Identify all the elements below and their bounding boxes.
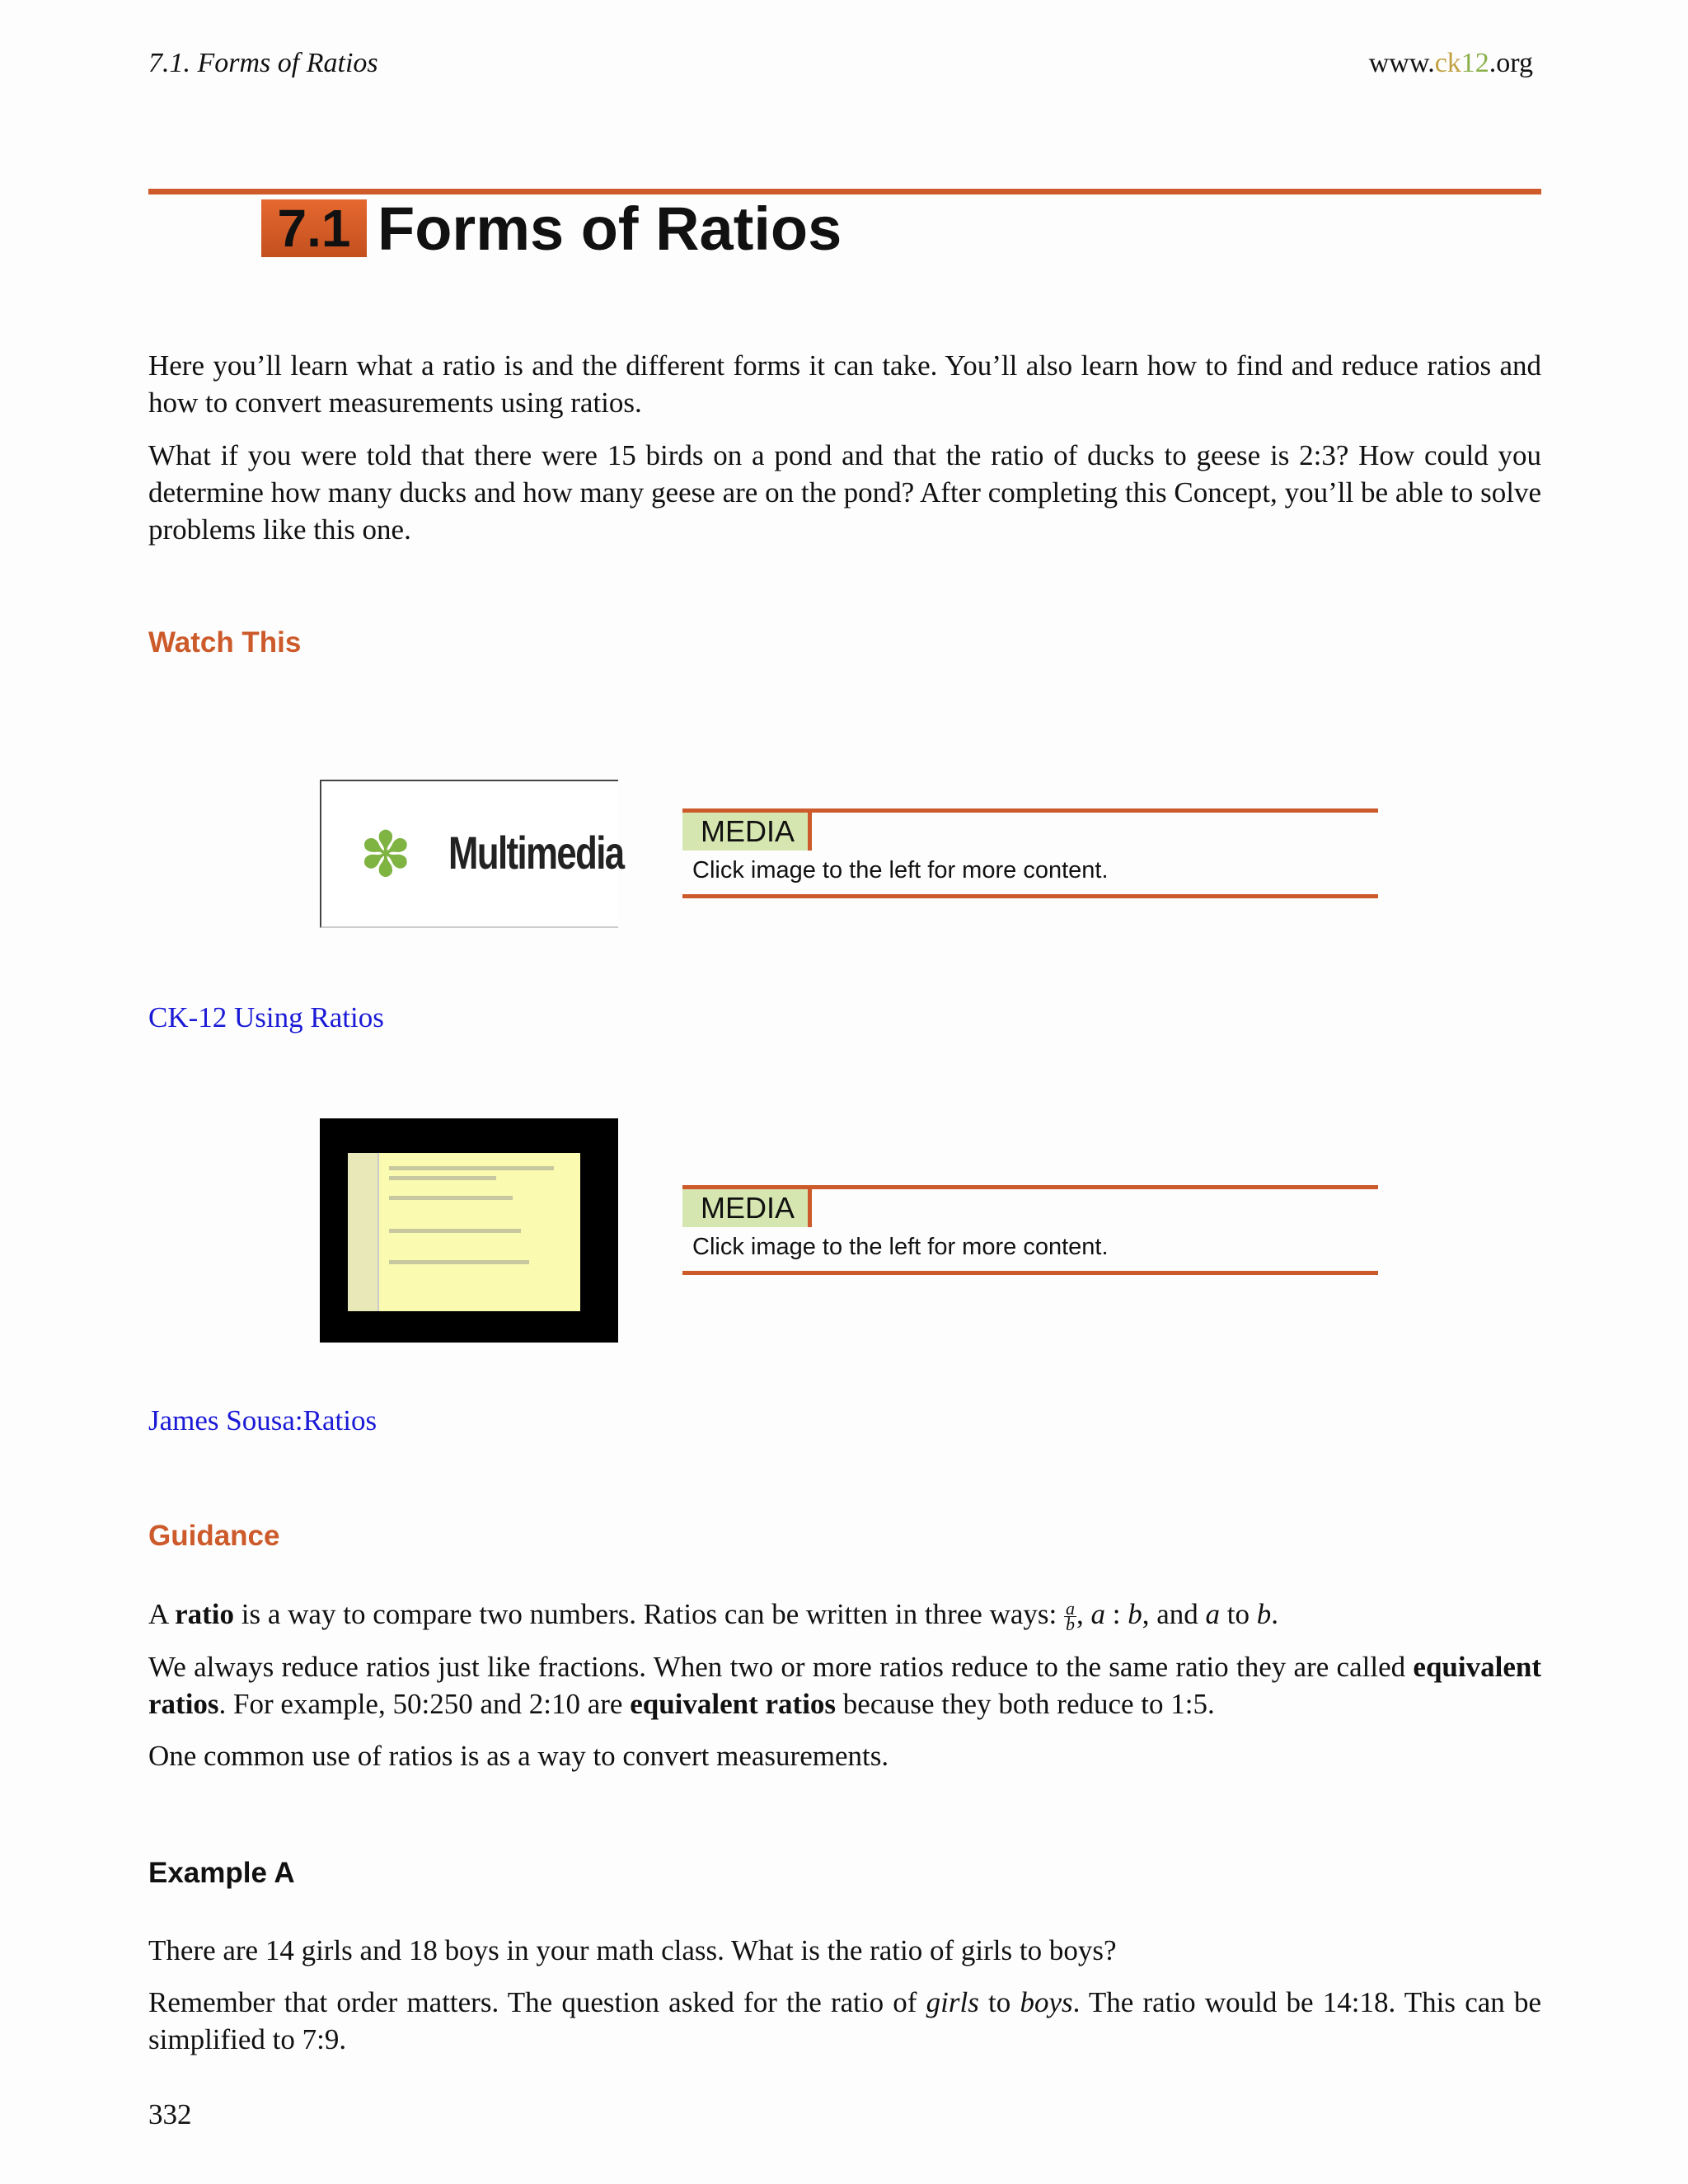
media-callout-bottom-rule xyxy=(682,1271,1378,1275)
video-thumbnail[interactable] xyxy=(320,1118,618,1343)
running-header-site[interactable] xyxy=(1369,48,1533,79)
running-header-section: 7.1. Forms of Ratios xyxy=(148,48,378,78)
guidance-heading: Guidance xyxy=(148,1520,280,1552)
video-link-james-sousa[interactable]: James Sousa:Ratios xyxy=(148,1404,377,1436)
fraction-a-over-b: $\frac{a}{b}$ xyxy=(1065,1598,1075,1635)
media-callout-2 xyxy=(682,1185,1378,1275)
guidance-paragraph-3: One common use of ratios is as a way to convert measurements. xyxy=(148,1740,889,1772)
title-rule xyxy=(148,189,1541,194)
media-note: Click image to the left for more content. xyxy=(692,1234,1109,1260)
video-text-line xyxy=(389,1229,521,1233)
media-label: MEDIA xyxy=(682,813,812,851)
video-text-line xyxy=(389,1166,554,1170)
site-12: 12 xyxy=(1461,48,1489,78)
puzzle-piece-icon: ✽ xyxy=(359,821,412,890)
watch-this-heading: Watch This xyxy=(148,626,302,658)
video-text-line xyxy=(389,1196,513,1200)
multimedia-thumb-text: Multimedia xyxy=(448,827,624,879)
video-link-ck12[interactable]: CK-12 Using Ratios xyxy=(148,1001,384,1033)
media-label: MEDIA xyxy=(682,1189,812,1227)
guidance-paragraph-2: We always reduce ratios just like fractions. When two or more ratios reduce to the same ratio they are called equivalent ratios. For example, 50:250 and 2:10 are equivalent ratios because they both reduce to 1:5. xyxy=(148,1651,1541,1720)
section-number-badge: 7.1 xyxy=(261,199,367,257)
video-screen xyxy=(348,1153,580,1311)
example-a-answer: Remember that order matters. The question asked for the ratio of girls to boys. The ratio would be 14:18. This can be simplified to 7:9. xyxy=(148,1986,1541,2055)
guidance-paragraph-1: A ratio is a way to compare two numbers. Ratios can be written in three ways: $\frac{a}{b}$ , a : b, and a to b. xyxy=(148,1598,1278,1635)
multimedia-thumbnail[interactable] xyxy=(320,780,624,928)
video-text-line xyxy=(389,1260,529,1264)
video-text-line xyxy=(389,1176,496,1180)
example-a-question: There are 14 girls and 18 boys in your math class. What is the ratio of girls to boys? xyxy=(148,1934,1117,1966)
site-suffix: .org xyxy=(1489,48,1533,78)
intro-paragraph-2: What if you were told that there were 15 birds on a pond and that the ratio of ducks to geese is 2:3? How could you determine how many ducks and how many geese are on the pond? After completing this Concept, you’ll be able to solve problems like this one. xyxy=(148,439,1541,546)
page-number: 332 xyxy=(148,2098,192,2130)
video-sidebar xyxy=(348,1153,379,1311)
example-a-heading: Example A xyxy=(148,1857,295,1889)
media-callout-bottom-rule xyxy=(682,894,1378,898)
site-ck: ck xyxy=(1434,48,1461,78)
page-title: Forms of Ratios xyxy=(377,194,842,263)
media-callout-1 xyxy=(682,808,1378,898)
media-note: Click image to the left for more content. xyxy=(692,857,1109,883)
site-prefix: www. xyxy=(1368,48,1435,78)
intro-paragraph-1: Here you’ll learn what a ratio is and the different forms it can take. You’ll also learn how to find and reduce ratios and how to convert measurements using ratios. xyxy=(148,349,1541,419)
